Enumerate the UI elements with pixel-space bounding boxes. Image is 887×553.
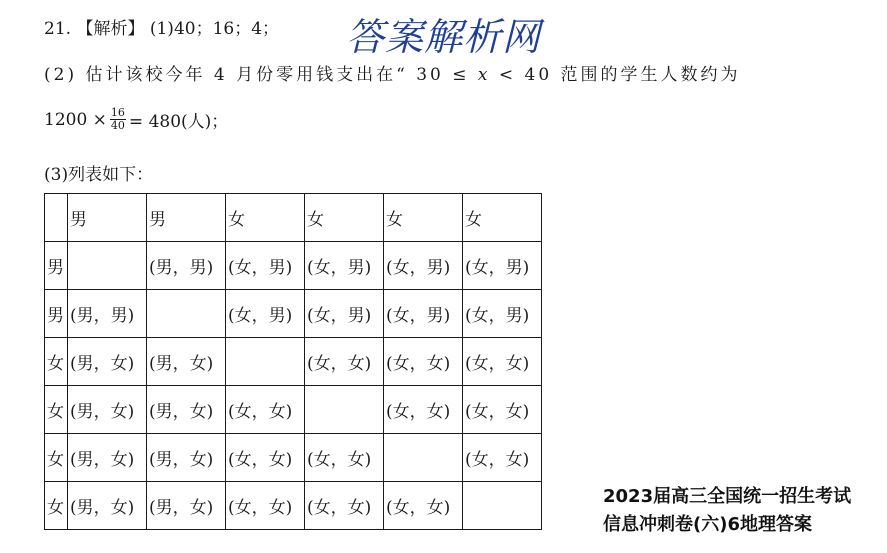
table-cell: (女，女) <box>226 482 305 530</box>
table-row <box>45 434 542 482</box>
table-cell: (女，男) <box>305 242 384 290</box>
table-cell <box>226 338 305 386</box>
table-cell: (女，女) <box>384 338 463 386</box>
table-cell: (女，男) <box>384 242 463 290</box>
table-cell: (女，男) <box>463 242 542 290</box>
row-header: 女 <box>45 434 68 482</box>
table-cell: (男，男) <box>147 242 226 290</box>
footer-line-2: 信息冲刺卷(六)6地理答案 <box>603 514 812 535</box>
table-cell: (男，女) <box>68 386 147 434</box>
row-header: 男 <box>45 290 68 338</box>
column-header: 男 <box>68 194 147 242</box>
row-header: 女 <box>45 338 68 386</box>
table-cell: (女，女) <box>384 386 463 434</box>
row-header: 女 <box>45 386 68 434</box>
answer-header-line <box>44 14 279 39</box>
analysis-tag: 【解析】 <box>76 19 145 39</box>
question-number: 21. <box>44 19 72 39</box>
table-row <box>45 290 542 338</box>
part2-text: (2) 估计该校今年 4 月份零用钱支出在“ 30 ≤ 𝑥 < 40 范围的学生人数约为 <box>44 65 741 85</box>
table-cell <box>68 242 147 290</box>
table-cell: (男，女) <box>147 386 226 434</box>
table-cell <box>463 482 542 530</box>
footer-line-1: 2023届高三全国统一招生考试 <box>603 486 852 507</box>
table-cell: (男，女) <box>68 482 147 530</box>
table-cell: (女，男) <box>305 290 384 338</box>
table-cell <box>384 434 463 482</box>
table-cell: (女，女) <box>463 434 542 482</box>
table-cell: (男，男) <box>68 290 147 338</box>
table-cell: (女，男) <box>384 290 463 338</box>
column-header: 女 <box>305 194 384 242</box>
fraction-denominator: 40 <box>110 119 125 132</box>
table-cell: (男，女) <box>147 434 226 482</box>
table-cell: (女，女) <box>226 434 305 482</box>
table-cell: (男，女) <box>147 482 226 530</box>
part3-text: (3)列表如下： <box>44 165 154 185</box>
table-cell: (男，女) <box>68 434 147 482</box>
table-cell: (女，男) <box>226 290 305 338</box>
table-cell: (女，女) <box>226 386 305 434</box>
part1-answer: (1)40；16；4； <box>149 19 280 39</box>
table-row <box>45 338 542 386</box>
table-cell: (女，女) <box>305 338 384 386</box>
fraction-numerator: 16 <box>110 106 125 119</box>
table-corner-cell <box>45 194 68 242</box>
table-cell <box>147 290 226 338</box>
column-header: 男 <box>147 194 226 242</box>
table-cell: (男，女) <box>68 338 147 386</box>
table-cell <box>305 386 384 434</box>
table-cell: (女，女) <box>463 386 542 434</box>
row-header: 男 <box>45 242 68 290</box>
column-header: 女 <box>226 194 305 242</box>
table-cell: (女，男) <box>463 290 542 338</box>
table-cell: (女，男) <box>226 242 305 290</box>
table-header-row <box>45 194 542 242</box>
part2-calculation <box>44 107 228 132</box>
fraction <box>110 107 126 132</box>
table-cell: (男，女) <box>147 338 226 386</box>
table-row <box>45 482 542 530</box>
column-header: 女 <box>463 194 542 242</box>
outcome-table <box>44 193 542 530</box>
calc-prefix: 1200 × <box>44 109 107 130</box>
column-header: 女 <box>384 194 463 242</box>
table-cell: (女，女) <box>384 482 463 530</box>
row-header: 女 <box>45 482 68 530</box>
table-cell: (女，女) <box>305 482 384 530</box>
table-cell: (女，女) <box>305 434 384 482</box>
table-cell: (女，女) <box>463 338 542 386</box>
table-row <box>45 386 542 434</box>
table-row <box>45 242 542 290</box>
watermark-logo: 答案解析网 <box>346 15 542 59</box>
calc-suffix: = 480(人)； <box>128 112 229 132</box>
